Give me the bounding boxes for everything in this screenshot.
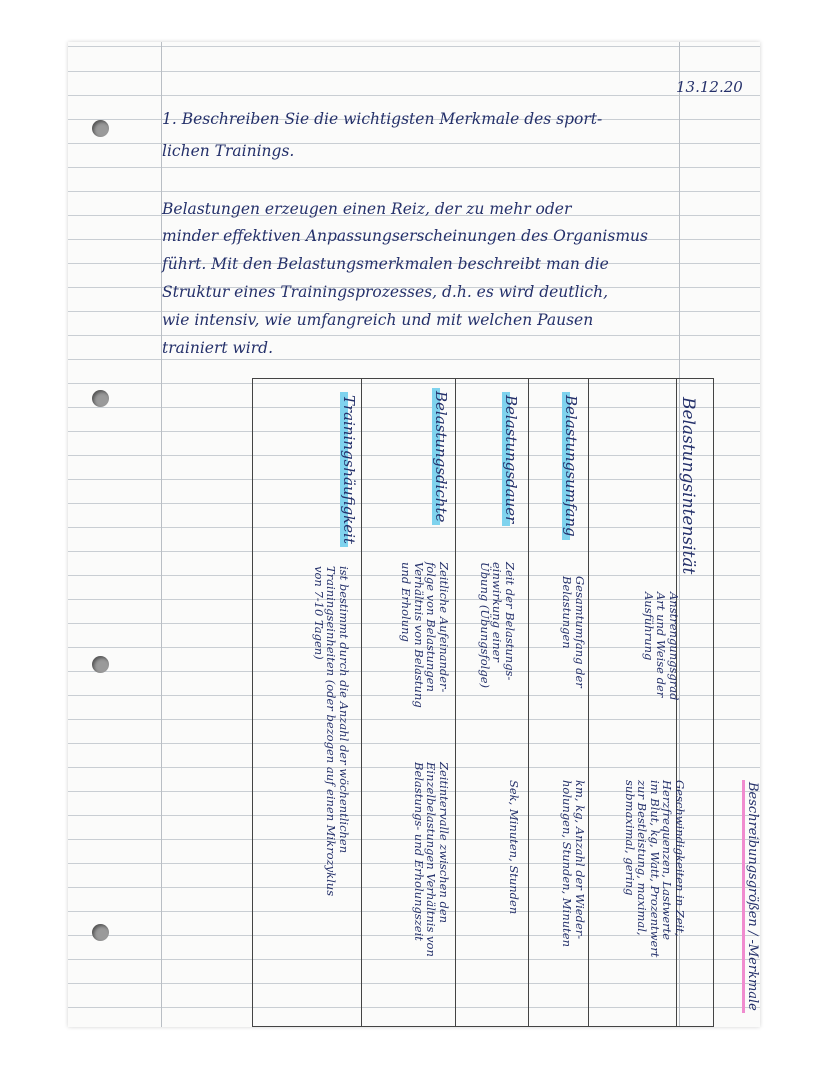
answer-line: Belastungen erzeugen einen Reiz, der zu mehr oder	[162, 200, 572, 218]
answer-line: wie intensiv, wie umfangreich und mit welchen Pausen	[162, 311, 594, 329]
table-column	[528, 379, 529, 1026]
answer-line: Struktur eines Trainingsprozesses, d.h. es wird deutlich,	[162, 283, 609, 301]
measure-volume: km, kg, Anzahl der Wieder- holungen, Stunden, Minuten	[560, 780, 587, 948]
description-density: Zeitliche Aufeinander- folge von Belastungen Verhältnis von Belastung und Erholung	[399, 562, 451, 708]
punch-hole	[92, 656, 109, 673]
margin-line	[161, 42, 162, 1027]
answer-line: trainiert wird.	[162, 339, 273, 357]
punch-hole	[92, 390, 109, 407]
description-duration: Zeit der Belastungs- einwirkung einer Übung (Übungsfolge)	[478, 562, 517, 689]
answer-line: minder effektiven Anpassungserscheinungen des Organismus	[162, 227, 648, 245]
description-volume: Gesamtumfang der Belastungen	[560, 576, 587, 688]
table-column	[588, 379, 589, 1026]
term-duration: Belastungsdauer	[502, 392, 520, 526]
table-header: Beschreibungsgrößen / -Merkmale	[742, 780, 760, 1013]
measure-density: Zeitintervalle zwischen den Einzelbelastungen Verhältnis von Belastungs- und Erholungszeit	[412, 762, 451, 957]
question-line: 1. Beschreiben Sie die wichtigsten Merkmale des sport-	[162, 110, 603, 128]
punch-hole	[92, 924, 109, 941]
description-intensity: Anstrengungsgrad Art und Weise der Ausführung	[642, 592, 681, 701]
measure-intensity: Geschwindigkeiten in Zeit, Herzfrequenzen, Lastwerte im Blut, kg, Watt, Prozentwert zur Bestleistung, maximal, submaximal, gering	[623, 780, 687, 958]
punch-hole	[92, 120, 109, 137]
term-intensity: Belastungsintensität	[678, 397, 698, 575]
term-frequency: Trainingshäufigkeit	[340, 392, 358, 547]
measure-duration: Sek, Minuten, Stunden	[507, 780, 521, 915]
term-volume: Belastungsumfang	[562, 392, 580, 540]
table-column	[455, 379, 456, 1026]
answer-line: führt. Mit den Belastungsmerkmalen beschreibt man die	[162, 255, 609, 273]
term-density: Belastungsdichte	[432, 388, 450, 525]
date: 13.12.20	[676, 78, 743, 96]
table-column	[361, 379, 362, 1026]
description-frequency: ist bestimmt durch die Anzahl der wöchentlichen Trainingseinheiten (oder bezogen auf einen Mikrozyklus von 7-10 Tagen)	[312, 566, 351, 897]
question-line: lichen Trainings.	[162, 142, 295, 160]
